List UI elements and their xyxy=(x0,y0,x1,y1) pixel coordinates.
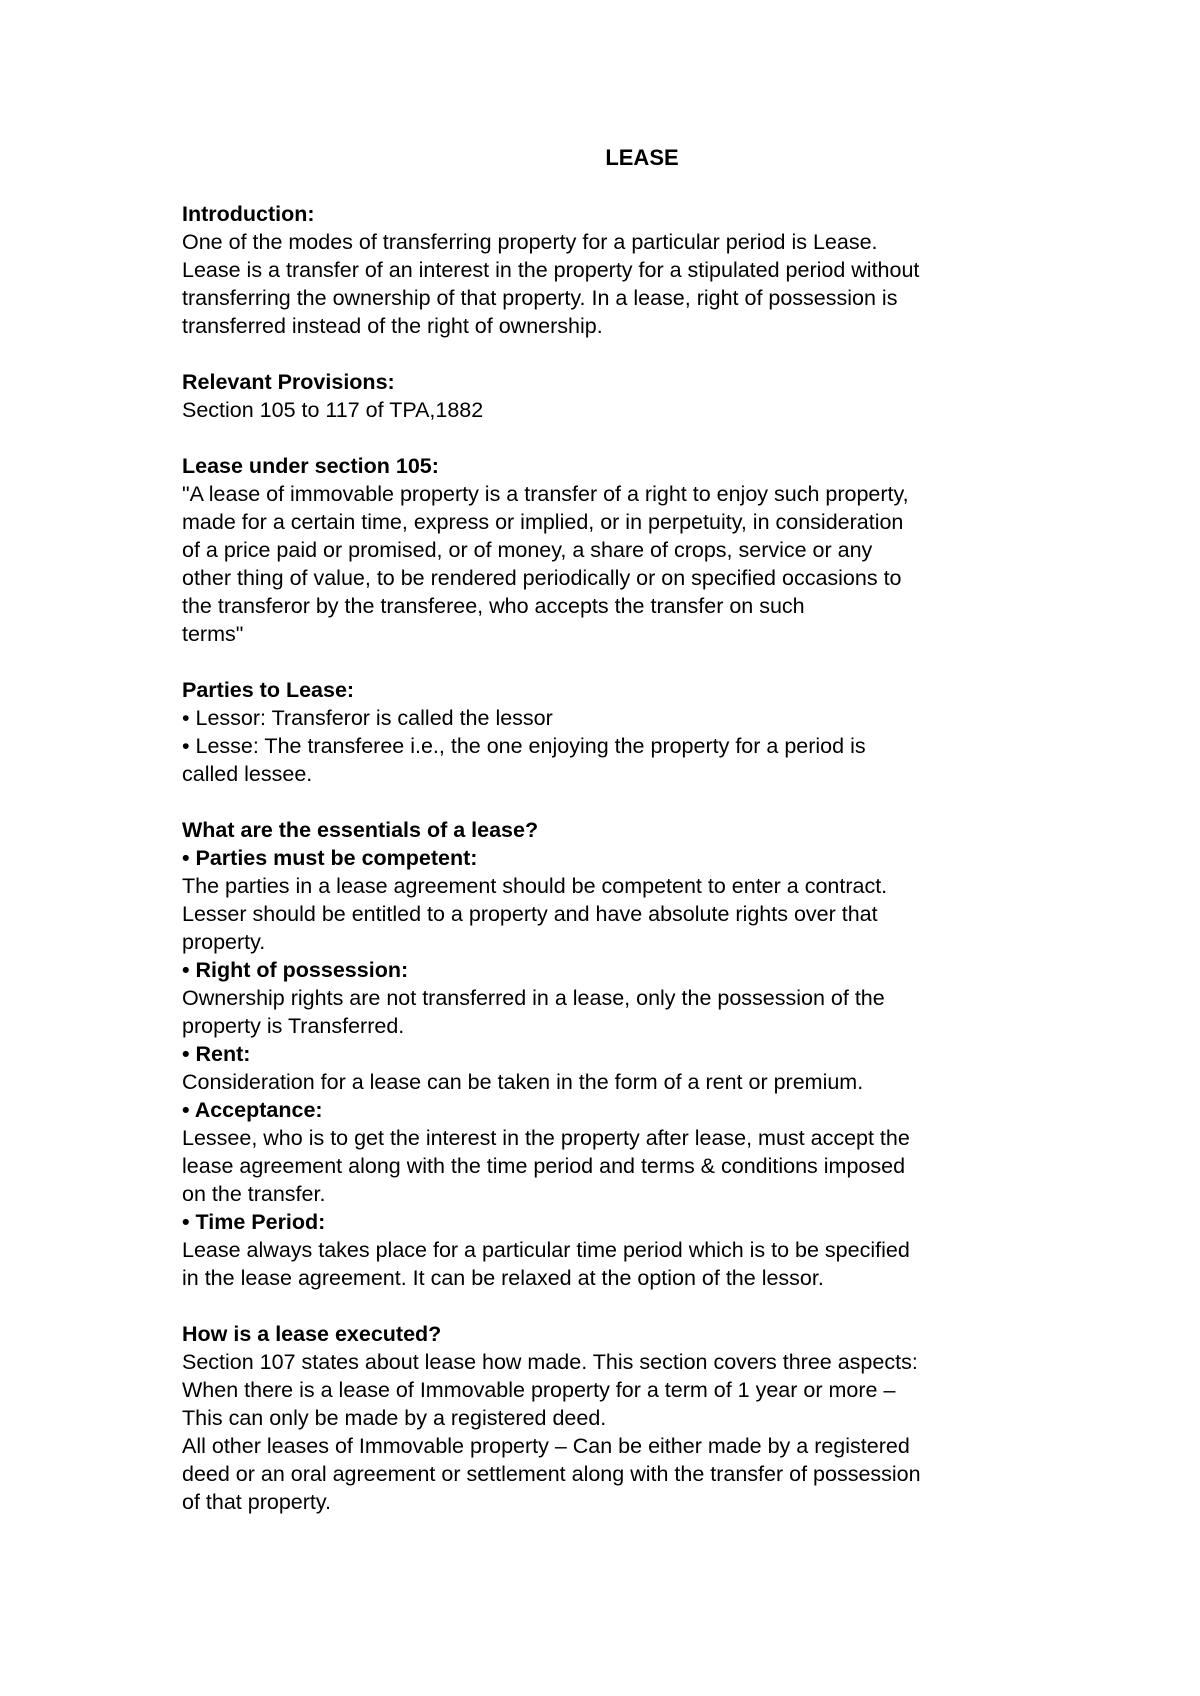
relevant-provisions-heading: Relevant Provisions: xyxy=(182,370,395,394)
section-105-section xyxy=(182,452,1062,648)
essential-item-line: in the lease agreement. It can be relaxed at the option of the lessor. xyxy=(182,1266,824,1290)
essential-item-line: The parties in a lease agreement should be competent to enter a contract. xyxy=(182,874,888,898)
essential-item-line: lease agreement along with the time period and terms & conditions imposed xyxy=(182,1154,906,1178)
essential-item-line: property. xyxy=(182,930,266,954)
essential-item-acceptance xyxy=(182,1096,1062,1208)
section-105-line: made for a certain time, express or implied, or in perpetuity, in consideration xyxy=(182,510,904,534)
essential-item-title: • Time Period: xyxy=(182,1210,326,1234)
introduction-line: One of the modes of transferring property for a particular period is Lease. xyxy=(182,230,878,254)
essential-item-line: Consideration for a lease can be taken in the form of a rent or premium. xyxy=(182,1070,864,1094)
section-105-line: other thing of value, to be rendered periodically or on specified occasions to xyxy=(182,566,902,590)
section-105-line: "A lease of immovable property is a transfer of a right to enjoy such property, xyxy=(182,482,909,506)
section-105-heading: Lease under section 105: xyxy=(182,454,439,478)
execution-paragraph xyxy=(182,1348,1062,1516)
relevant-provisions-text: Section 105 to 117 of TPA,1882 xyxy=(182,398,484,422)
parties-section xyxy=(182,676,1062,788)
parties-lessor-text: • Lessor: Transferor is called the lessor xyxy=(182,706,553,730)
execution-line: When there is a lease of Immovable property for a term of 1 year or more – xyxy=(182,1378,896,1402)
essential-item-line: Ownership rights are not transferred in a lease, only the possession of the xyxy=(182,986,885,1010)
execution-line: of that property. xyxy=(182,1490,331,1514)
introduction-line: Lease is a transfer of an interest in the property for a stipulated period without xyxy=(182,258,920,282)
essential-item-title: • Rent: xyxy=(182,1042,251,1066)
document-title: LEASE xyxy=(605,145,679,170)
essential-item-possession xyxy=(182,956,1062,1040)
section-105-line: of a price paid or promised, or of money, a share of crops, service or any xyxy=(182,538,873,562)
essentials-heading: What are the essentials of a lease? xyxy=(182,818,539,842)
introduction-line: transferred instead of the right of ownership. xyxy=(182,314,603,338)
section-105-line: the transferor by the transferee, who accepts the transfer on such xyxy=(182,594,805,618)
essential-item-line: property is Transferred. xyxy=(182,1014,405,1038)
execution-line: Section 107 states about lease how made. This section covers three aspects: xyxy=(182,1350,918,1374)
parties-lessee-line: called lessee. xyxy=(182,762,313,786)
parties-lessor-item xyxy=(182,704,1062,732)
essential-item-line: Lease always takes place for a particular time period which is to be specified xyxy=(182,1238,910,1262)
section-105-line: terms" xyxy=(182,622,244,646)
introduction-line: transferring the ownership of that property. In a lease, right of possession is xyxy=(182,286,898,310)
introduction-heading: Introduction: xyxy=(182,202,315,226)
execution-section xyxy=(182,1320,1062,1516)
execution-heading: How is a lease executed? xyxy=(182,1322,442,1346)
parties-lessee-item xyxy=(182,732,1062,788)
execution-line: All other leases of Immovable property – Can be either made by a registered xyxy=(182,1434,910,1458)
parties-lessee-line: • Lesse: The transferee i.e., the one enjoying the property for a period is xyxy=(182,734,866,758)
essential-item-line: Lesser should be entitled to a property and have absolute rights over that xyxy=(182,902,878,926)
execution-line: deed or an oral agreement or settlement along with the transfer of possession xyxy=(182,1462,921,1486)
introduction-section xyxy=(182,200,1062,340)
essential-item-line: on the transfer. xyxy=(182,1182,326,1206)
execution-line: This can only be made by a registered deed. xyxy=(182,1406,607,1430)
essential-item-title: • Acceptance: xyxy=(182,1098,323,1122)
essential-item-title: • Parties must be competent: xyxy=(182,846,478,870)
introduction-paragraph xyxy=(182,228,1062,340)
relevant-provisions-section xyxy=(182,368,1062,424)
parties-heading: Parties to Lease: xyxy=(182,678,355,702)
essential-item-title: • Right of possession: xyxy=(182,958,409,982)
essential-item-competent xyxy=(182,844,1062,956)
essential-item-time-period xyxy=(182,1208,1062,1292)
section-105-quote xyxy=(182,480,1062,648)
essential-item-rent xyxy=(182,1040,1062,1096)
essentials-section xyxy=(182,816,1062,1292)
essential-item-line: Lessee, who is to get the interest in the property after lease, must accept the xyxy=(182,1126,910,1150)
document-body xyxy=(182,144,1062,1544)
